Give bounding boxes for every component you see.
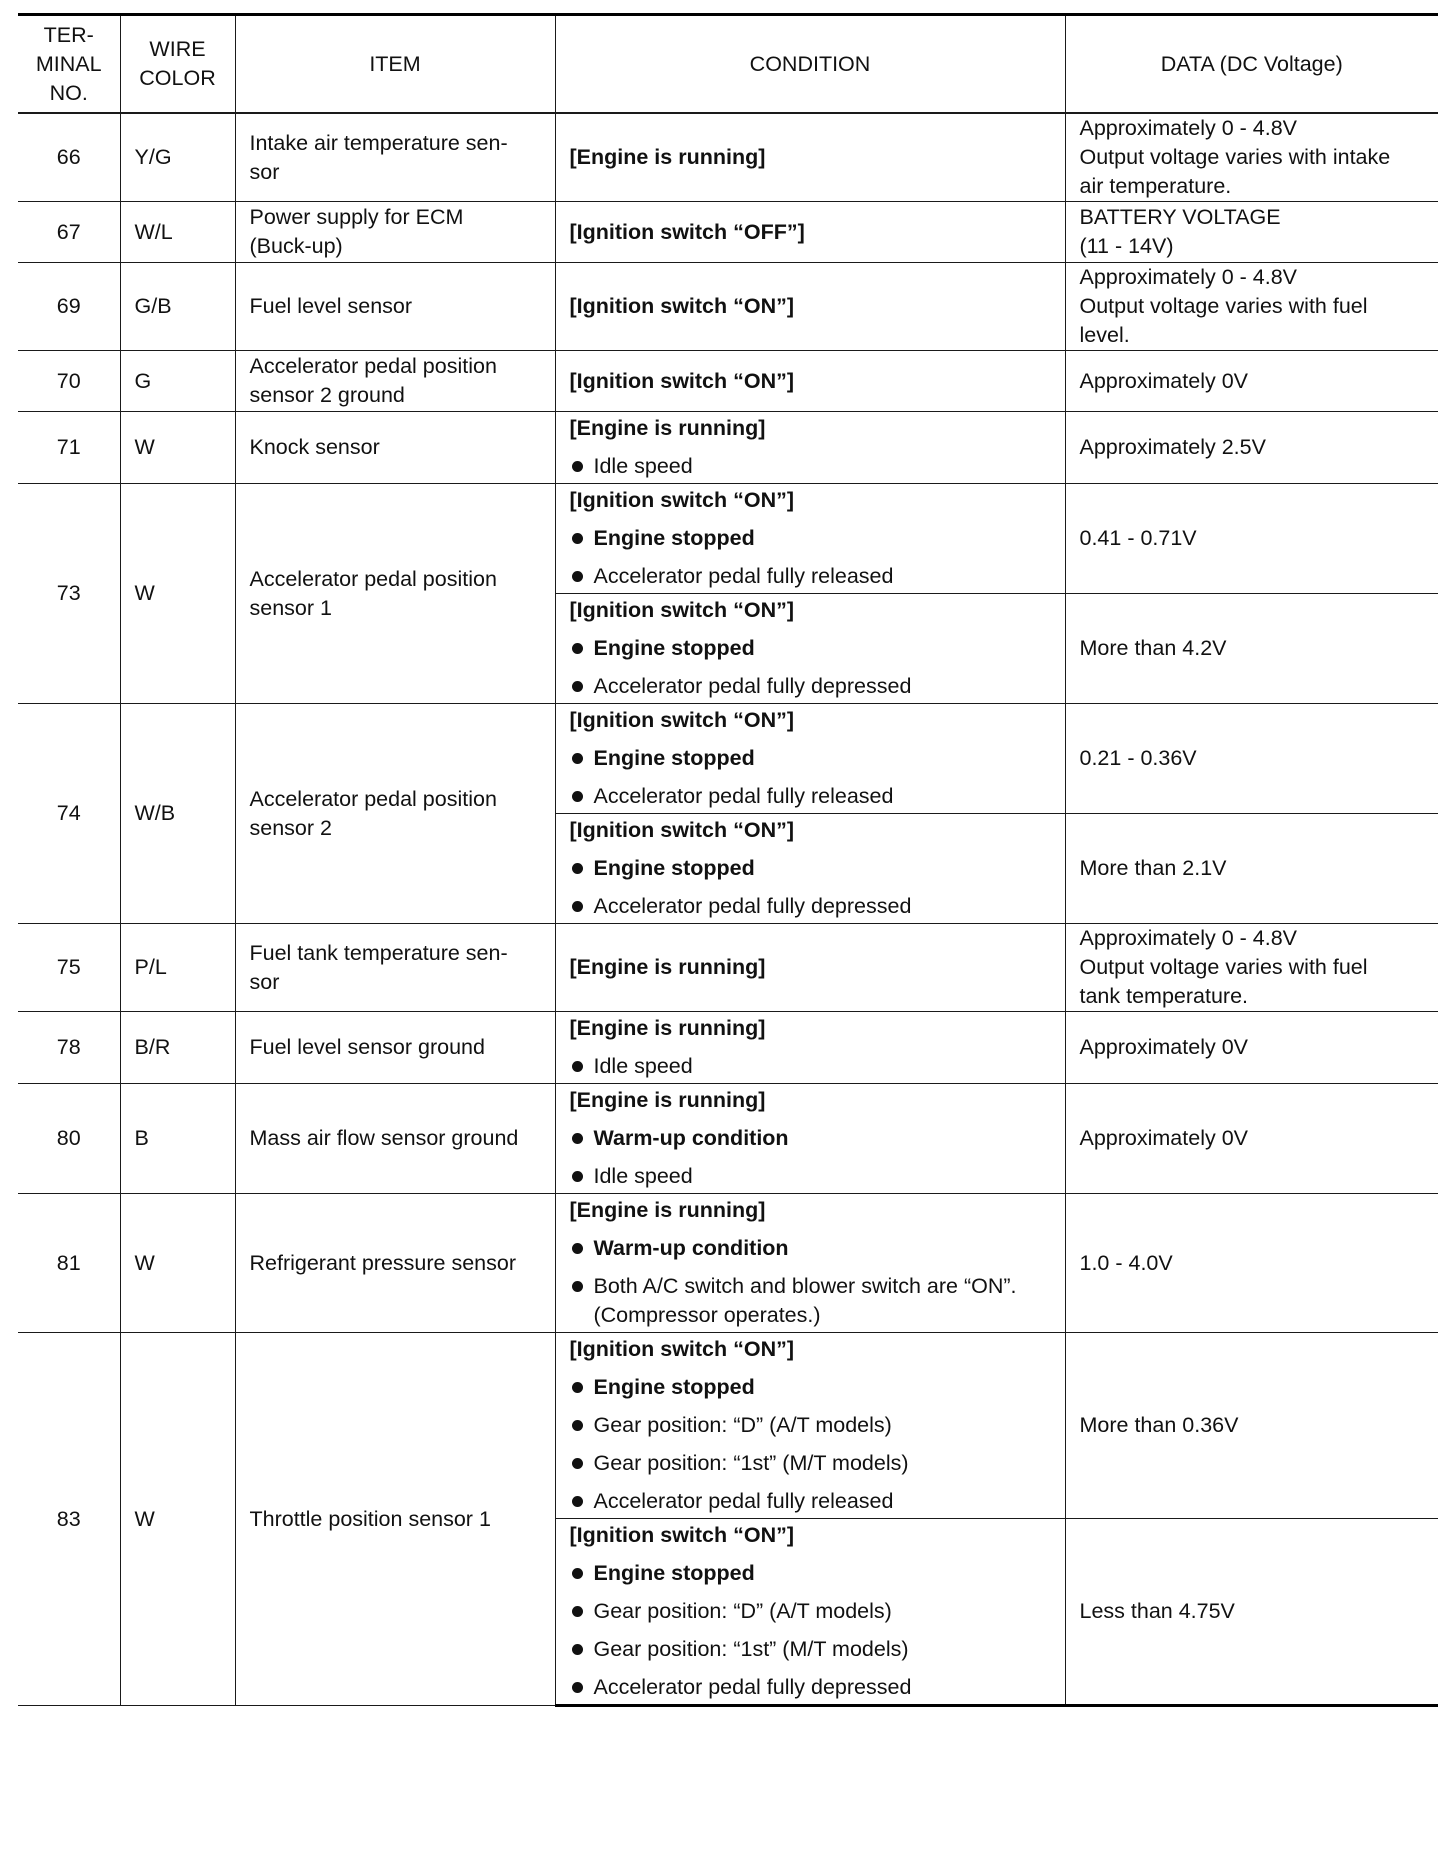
table-row [18, 412, 1438, 484]
condition-bullet: Gear position: “D” (A/T models) [570, 1597, 1051, 1626]
condition-bullet: Engine stopped [570, 1373, 1051, 1402]
terminal-number: 67 [18, 202, 120, 263]
table-row [18, 263, 1438, 351]
table-row [18, 484, 1438, 594]
item-cell: Accelerator pedal position sensor 2 ground [235, 351, 555, 412]
condition-cell [555, 113, 1065, 202]
condition-bullet: Accelerator pedal fully depressed [570, 672, 1051, 701]
wire-color: W [120, 412, 235, 484]
terminal-number: 70 [18, 351, 120, 412]
table-row [18, 1084, 1438, 1194]
condition-title: [Ignition switch “ON”] [569, 598, 795, 622]
table-row [18, 924, 1438, 1012]
item-cell: Knock sensor [235, 412, 555, 484]
condition-bullet: Engine stopped [570, 854, 1051, 883]
wire-color: G/B [120, 263, 235, 351]
item-cell: Fuel level sensor ground [235, 1012, 555, 1084]
table-row [18, 1333, 1438, 1519]
condition-title: [Ignition switch “ON”] [569, 1337, 795, 1361]
data-cell: Approximately 0 - 4.8V Output voltage varies with fuel tank temperature. [1065, 924, 1438, 1012]
condition-cell [555, 412, 1065, 484]
condition-title: [Ignition switch “ON”] [569, 818, 795, 842]
condition-bullet: Engine stopped [570, 524, 1051, 553]
condition-bullet: Accelerator pedal fully depressed [570, 892, 1051, 921]
data-cell: Approximately 0V [1065, 351, 1438, 412]
condition-bullet: Warm-up condition [570, 1124, 1051, 1153]
header-item: ITEM [235, 15, 555, 114]
header-wire-color: WIRE COLOR [120, 15, 235, 114]
condition-title: [Ignition switch “ON”] [569, 368, 795, 393]
condition-title: [Ignition switch “ON”] [569, 488, 795, 512]
condition-cell [555, 1519, 1065, 1706]
data-cell: 1.0 - 4.0V [1065, 1194, 1438, 1333]
terminal-data-table [18, 13, 1438, 1707]
condition-bullet: Warm-up condition [570, 1234, 1051, 1263]
data-cell: More than 0.36V [1065, 1333, 1438, 1519]
header-condition: CONDITION [555, 15, 1065, 114]
terminal-number: 73 [18, 484, 120, 704]
condition-cell [555, 1012, 1065, 1084]
condition-title: [Engine is running] [569, 955, 766, 979]
item-cell: Fuel tank temperature sen- sor [235, 924, 555, 1012]
table-row [18, 704, 1438, 814]
condition-cell [555, 484, 1065, 594]
condition-cell [555, 594, 1065, 704]
condition-cell [555, 263, 1065, 351]
condition-title: [Engine is running] [569, 416, 766, 440]
terminal-number: 66 [18, 113, 120, 202]
terminal-number: 75 [18, 924, 120, 1012]
condition-bullet: Gear position: “D” (A/T models) [570, 1411, 1051, 1440]
wire-color: P/L [120, 924, 235, 1012]
condition-bullet: Idle speed [570, 1162, 1051, 1191]
terminal-number: 78 [18, 1012, 120, 1084]
table-row [18, 1012, 1438, 1084]
table-row [18, 113, 1438, 202]
condition-bullet: Both A/C switch and blower switch are “ON”. (Compressor operates.) [570, 1272, 1051, 1330]
condition-cell [555, 1084, 1065, 1194]
condition-bullet: Accelerator pedal fully depressed [570, 1673, 1051, 1702]
wire-color: G [120, 351, 235, 412]
table-row [18, 202, 1438, 263]
condition-cell [555, 202, 1065, 263]
data-cell: Less than 4.75V [1065, 1519, 1438, 1706]
terminal-number: 83 [18, 1333, 120, 1706]
condition-bullet: Gear position: “1st” (M/T models) [570, 1449, 1051, 1478]
item-cell: Throttle position sensor 1 [235, 1333, 555, 1706]
condition-bullet: Gear position: “1st” (M/T models) [570, 1635, 1051, 1664]
data-cell: 0.21 - 0.36V [1065, 704, 1438, 814]
condition-bullet: Engine stopped [570, 744, 1051, 773]
data-cell: 0.41 - 0.71V [1065, 484, 1438, 594]
item-cell: Mass air flow sensor ground [235, 1084, 555, 1194]
data-cell: More than 4.2V [1065, 594, 1438, 704]
condition-title: [Ignition switch “ON”] [569, 294, 795, 318]
wire-color: W/B [120, 704, 235, 924]
item-cell: Accelerator pedal position sensor 2 [235, 704, 555, 924]
terminal-number: 71 [18, 412, 120, 484]
condition-cell [555, 704, 1065, 814]
terminal-number: 74 [18, 704, 120, 924]
condition-title: [Ignition switch “OFF”] [569, 219, 805, 244]
header-row [18, 15, 1438, 114]
data-cell: Approximately 0V [1065, 1012, 1438, 1084]
condition-title: [Engine is running] [569, 1088, 766, 1112]
condition-bullet: Idle speed [570, 1052, 1051, 1081]
data-cell: Approximately 0 - 4.8V Output voltage varies with fuel level. [1065, 263, 1438, 351]
terminal-number: 80 [18, 1084, 120, 1194]
wire-color: B [120, 1084, 235, 1194]
condition-title: [Engine is running] [569, 1016, 766, 1040]
condition-title: [Ignition switch “ON”] [569, 708, 795, 732]
table-row [18, 1194, 1438, 1333]
condition-cell [555, 1194, 1065, 1333]
wire-color: W [120, 1194, 235, 1333]
condition-title: [Ignition switch “ON”] [569, 1523, 795, 1547]
condition-bullet: Accelerator pedal fully released [570, 782, 1051, 811]
data-cell: Approximately 0 - 4.8V Output voltage varies with intake air temperature. [1065, 113, 1438, 202]
data-cell: BATTERY VOLTAGE (11 - 14V) [1065, 202, 1438, 263]
condition-cell [555, 1333, 1065, 1519]
item-cell: Intake air temperature sen- sor [235, 113, 555, 202]
terminal-number: 69 [18, 263, 120, 351]
condition-bullet: Accelerator pedal fully released [570, 1487, 1051, 1516]
terminal-number: 81 [18, 1194, 120, 1333]
header-data: DATA (DC Voltage) [1065, 15, 1438, 114]
condition-title: [Engine is running] [569, 145, 766, 169]
condition-cell [555, 924, 1065, 1012]
condition-bullet: Engine stopped [570, 1559, 1051, 1588]
condition-cell [555, 814, 1065, 924]
wire-color: W [120, 484, 235, 704]
wire-color: W [120, 1333, 235, 1706]
item-cell: Power supply for ECM (Buck-up) [235, 202, 555, 263]
header-terminal-no: TER- MINAL NO. [18, 15, 120, 114]
condition-title: [Engine is running] [569, 1198, 766, 1222]
condition-cell [555, 351, 1065, 412]
data-cell: Approximately 0V [1065, 1084, 1438, 1194]
item-cell: Refrigerant pressure sensor [235, 1194, 555, 1333]
condition-bullet: Engine stopped [570, 634, 1051, 663]
wire-color: B/R [120, 1012, 235, 1084]
item-cell: Accelerator pedal position sensor 1 [235, 484, 555, 704]
wire-color: Y/G [120, 113, 235, 202]
table-row [18, 351, 1438, 412]
data-cell: More than 2.1V [1065, 814, 1438, 924]
condition-bullet: Accelerator pedal fully released [570, 562, 1051, 591]
data-cell: Approximately 2.5V [1065, 412, 1438, 484]
condition-bullet: Idle speed [570, 452, 1051, 481]
wire-color: W/L [120, 202, 235, 263]
item-cell: Fuel level sensor [235, 263, 555, 351]
